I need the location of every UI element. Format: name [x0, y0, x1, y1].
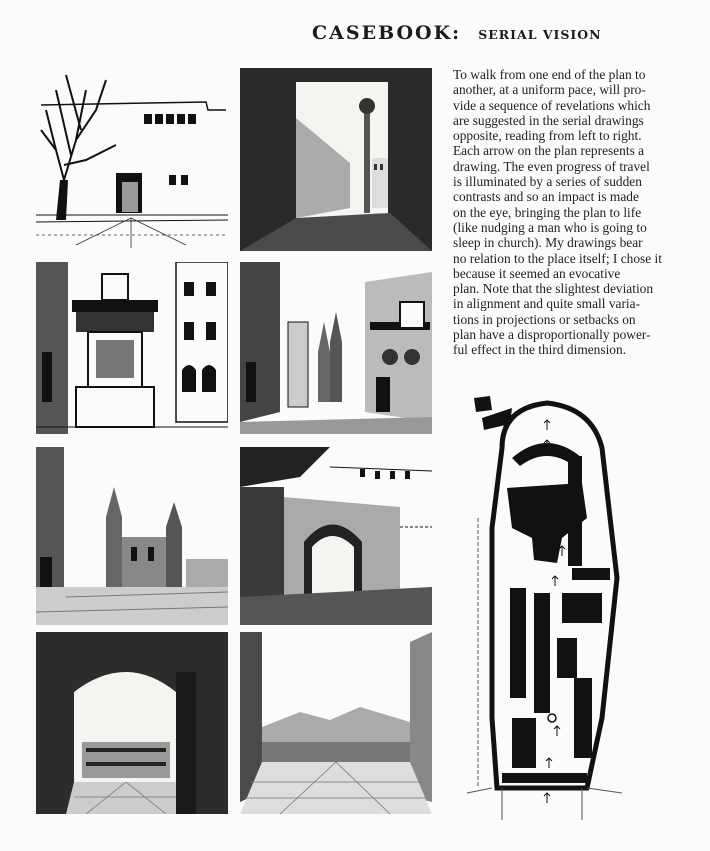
text-line: To walk from one end of the plan to: [453, 67, 646, 82]
heading-serial-vision: SERIAL VISION: [478, 27, 602, 42]
drawing-1-tree-facade: [36, 70, 228, 248]
text-line: no relation to the place itself; I chose it: [453, 250, 662, 266]
text-line: are suggested in the serial drawings: [453, 112, 644, 128]
text-line: in alignment and quite small varia-: [453, 296, 641, 312]
page-heading: [312, 22, 602, 44]
drawing-7-heavy-arch: [36, 632, 228, 814]
text-line: plan. Note that the slightest deviation: [453, 281, 654, 297]
site-plan-drawing: [462, 388, 627, 820]
body-paragraph: [453, 67, 705, 358]
drawing-6-gateway: [240, 447, 432, 625]
text-line: on the eye, bringing the plan to life: [453, 204, 642, 220]
text-line: drawing. The even progress of travel: [453, 158, 650, 174]
heading-casebook: CASEBOOK:: [312, 22, 462, 44]
text-line: opposite, reading from left to right.: [453, 128, 642, 144]
drawing-3-monument: [36, 262, 228, 434]
text-line: is illuminated by a series of sudden: [453, 174, 642, 190]
text-line: another, at a uniform pace, will pro-: [453, 82, 646, 98]
text-line: sleep in church). My drawings bear: [453, 235, 643, 251]
text-line: vide a sequence of revelations which: [453, 97, 651, 113]
drawing-2-arch-column: [240, 68, 432, 251]
drawing-5-twin-towers: [36, 447, 228, 625]
text-line: plan have a disproportionally power-: [453, 327, 651, 343]
text-line: contrasts and so an impact is made: [453, 189, 639, 205]
text-line: because it seemed an evocative: [453, 265, 621, 281]
drawing-4-street-church: [240, 262, 432, 434]
text-line: tions in projections or setbacks on: [453, 311, 636, 327]
text-line: Each arrow on the plan represents a: [453, 143, 645, 159]
text-line: (like nudging a man who is going to: [453, 219, 647, 235]
text-line: ful effect in the third dimension.: [453, 342, 627, 358]
site-plan: [462, 388, 627, 820]
drawing-8-vista: [240, 632, 432, 814]
